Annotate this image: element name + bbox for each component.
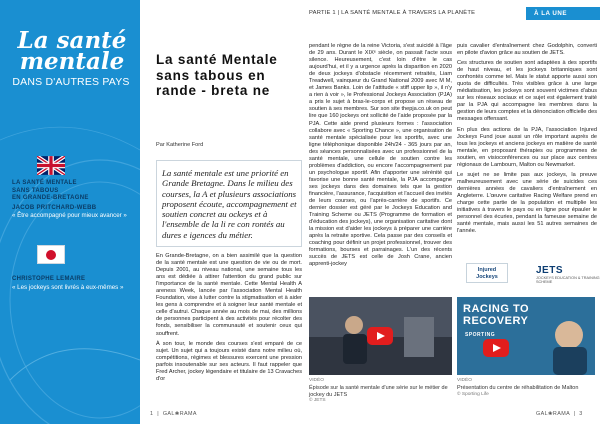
paragraph: À son tour, le monde des courses s'est emparé de ce sujet. Un sujet qui a toujours existé dans notre milieu où, compétitions, régimes et blessures exercent une pression parfois insoutenable sur ses acteurs. Il faut rappeler que Fred Archer, jockey légendaire et titulaire de 13 Cravaches d'or: [156, 340, 302, 382]
united-kingdom-flag-icon: [37, 156, 65, 175]
paragraph: En plus des actions de la PJA, l'association Injured Jockeys Fund joue aussi un rôle important auprès de tous les jockeys et anciens jockeys en matière de santé mentale, en proposant thérapies ou programmes de soutien, en visioconférences ou sur place aux centres régionaux de Lambourn, Malton ou Newmarket.: [457, 126, 597, 168]
japan-section: [12, 276, 134, 291]
injured-jockeys-logo: Injured Jockeys: [466, 263, 508, 283]
uk-quote: « Être accompagné pour mieux avancer »: [12, 212, 127, 220]
video-overlay-sub: SPORTING: [465, 332, 496, 338]
a-la-une-badge: À LA UNE: [526, 7, 600, 20]
article-title: La santé Mentale sans tabous en rande - breta ne: [156, 52, 278, 98]
left-footer: 1 | GAL❀RAMA: [150, 411, 197, 417]
japan-quote: « Les jockeys sont livrés à eux-mêmes »: [12, 283, 124, 291]
paragraph: Le sujet ne se limite pas aux jockeys, la preuve malheureusement avec une série de suicides ces dernières années de cavaliers d'entraînement en Angleterre. L'œuvre caritative Racing Welfare prend en charge cette partie de la population et multiplie les initiatives à travers le pays ou en ligne pour épauler le personnel des écuries, pendant la fameuse semaine de santé mentale, mais aussi les 51 autres semaines de l'année.: [457, 171, 597, 235]
column-1: [156, 253, 302, 383]
play-button-icon[interactable]: [483, 339, 509, 357]
left-brand: GAL❀RAMA: [162, 411, 197, 417]
uk-kicker: LA SANTÉ MENTALE: [12, 180, 77, 186]
byline: Par Katherine Ford: [156, 142, 204, 148]
right-page-number: 3: [579, 411, 583, 417]
left-page-number: 1: [150, 411, 154, 417]
running-head: PARTIE 1 | LA SANTÉ MENTALE À TRAVERS LA PLANÈTE: [309, 10, 476, 16]
column-2: [309, 43, 452, 269]
sidebar: [0, 0, 140, 424]
paragraph: pendant le règne de la reine Victoria, s'est suicidé à l'âge de 29 ans. Durant le XIXᵉ siècle, on passait l'acte sous silence. Heureusement, c'est loin d'être le cas aujourd'hui, et il y a urgence après la disparition en 2020 de deux jockeys d'obstacle récemment retraités, Liam Treadwell, vainqueur du Grand National 2009 avec M M, et James Banks. Loin de l'attitude « stiff upper lip », il n'y a rien à voir », le Professional Jockeys Association (PJA) a pris le sujet à bras-le-corps et propose un réseau de soutien à ses membres. Sur son site thepja.co.uk on peut lire que 160 jockeys ont sollicité de l'aide proposée par la PJA. Cette aide prend plusieurs formes : l'association collabore avec « Sporting Chance », une organisation de santé mentale spécialisée pour les sportifs, avec une ligne téléphonique disponible 24h/24 - 365 jours par an, des séances personnalisées avec un professionnel de la santé mentale, une cellule de soutien contre les problèmes d'addiction, ou encore l'accompagnement par un psychologue sportif. Afin d'apporter une sérénité qui favorise une bonne santé mentale, la PJA accompagne ses jockeys dans des domaines tels que la gestion financière, l'assurance, l'acquisition et l'accueil des invités de leurs courses, ou l'après-carrière de sportifs. Ce dernier dossier est géré par le Jockeys Education and Training Scheme ou JETS (Programme de formation et d'éducation des jockeys), une organisation caritative dont la mission est d'aider les jockeys à préparer une carrière après la retraite sportive. Cela passe par des conseils et coaching pour définir un projet professionnel, trouver des formations, bourses et parrainages. L'un des récents succès de JETS est celle de Josh Crane, ancien apprenti-jockey: [309, 43, 452, 268]
sidebar-subtitle: DANS D'AUTRES PAYS: [12, 76, 130, 88]
japan-flag-icon: [37, 245, 65, 264]
uk-person-name: JACOB PRITCHARD-WEBB: [12, 204, 97, 211]
right-footer: GAL❀RAMA | 3: [536, 411, 583, 417]
jets-logo: JETS JOCKEYS EDUCATION & TRAINING SCHEME: [536, 265, 600, 284]
video-player-jets[interactable]: [309, 297, 452, 375]
japan-person-name: CHRISTOPHE LEMAIRE: [12, 276, 86, 282]
right-brand: GAL❀RAMA: [536, 411, 570, 417]
paragraph: Ces structures de soutien sont adaptées à des sportifs de haut niveau, et les jockeys britanniques sont confrontés comme tel. Mais le statut apporte aussi son quota de difficultés. Très visibles grâce à une large médiatisation, les jockeys sont souvent victimes d'abus sur les réseaux sociaux et ce sujet est également traité par la PJA qui accompagne les membres dans la gestion de leurs comptes et la dénonciation officielle des messages offensant.: [457, 60, 597, 123]
paragraph: puis cavalier d'entraînement chez Godolphin, converti en pilote d'avion grâce au soutien de JETS.: [457, 43, 597, 57]
video-player-racing-to-recovery[interactable]: [457, 297, 595, 375]
play-button-icon[interactable]: [367, 327, 393, 345]
video-caption: VIDÉO Épisode sur la santé mentale d'une série sur le métier de jockey du JETS © JETS: [309, 378, 448, 404]
sidebar-title: La santé mentale: [17, 27, 127, 75]
column-3: [457, 43, 597, 235]
video-caption: VIDÉO Présentation du centre de réhabilitation de Malton © Sporting Life: [457, 378, 579, 397]
uk-section: LA SANTÉ MENTALE SANS TABOUS EN GRANDE-BRETAGNE JACOB PRITCHARD-WEBB « Être accompagné pour mieux avancer »: [12, 180, 134, 220]
video-overlay-title: RACING TO RECOVERY: [463, 303, 530, 327]
paragraph: En Grande-Bretagne, on a bien assimilé que la question de la santé mentale est une question de vie ou de mort. Depuis 2001, au niveau national, une semaine tous les ans est dédiée à attirer l'attention du grand public sur l'importance de la santé mentale. Cette Mental Health A areness Week, lancée par l'association Mental Health Foundation, vise à lutter contre la stigmatisation et à aider les gens à comprendre et à soigner leur santé mentale et celle d'autrui. Chaque année au mois de mai, des millions de personnes participent à des activités pour récolter des fonds, sensibiliser la communauté et soutenir ceux qui souffrent.: [156, 253, 302, 337]
intro-quote: La santé mentale est une priorité en Grande Bretagne. Dans le milieu des courses, la A et plusieurs associations proposent écoute, accompagnement et soutien concret au ockeys et à l'ensemble de la li re con rontés au dures e igences du métier.: [162, 168, 297, 240]
